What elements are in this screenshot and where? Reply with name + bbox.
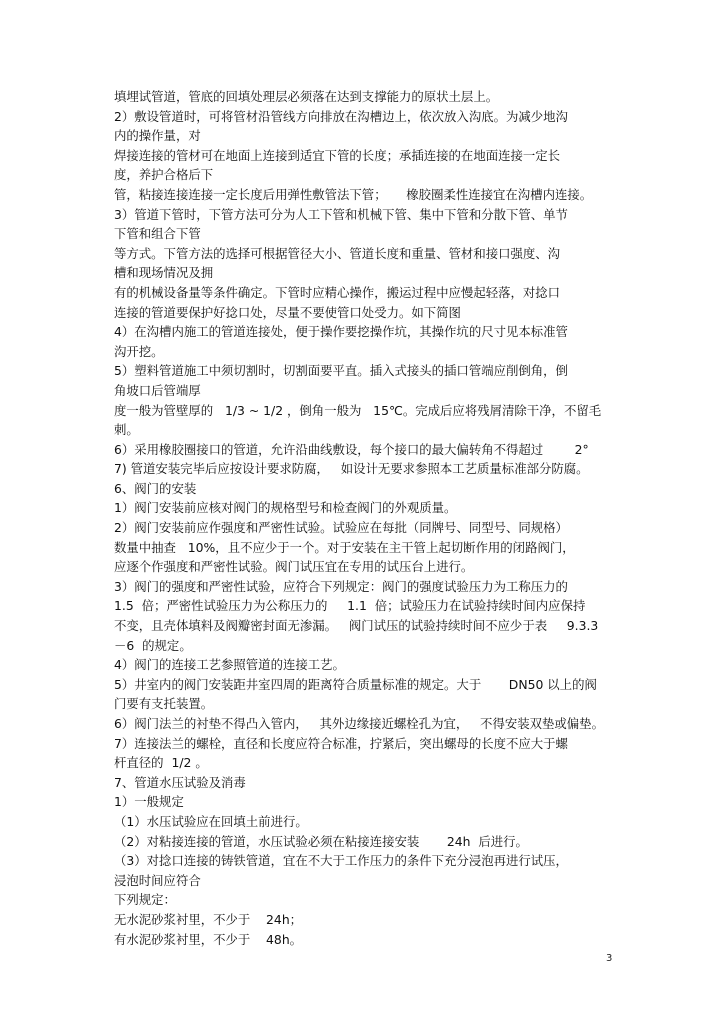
text-line: 焊接连接的管材可在地面上连接到适宜下管的长度；承插连接的在地面连接一定长: [114, 147, 561, 163]
text-line: 7）连接法兰的螺栓，直径和长度应符合标准，拧紧后，突出螺母的长度不应大于螺: [114, 735, 568, 751]
text-line: 3）阀门的强度和严密性试验，应符合下列规定：阀门的强度试验压力为工称压力的: [114, 578, 568, 594]
text-line: 刺。: [114, 422, 139, 438]
text-line: 有的机械设备量等条件确定。下管时应精心操作，搬运过程中应慢起轻落，对捻口: [114, 284, 561, 300]
text-line: 填埋试管道，管底的回填处理层必须落在达到支撑能力的原状土层上。: [114, 89, 499, 104]
text-line: 连接的管道要保护好捻口处，尽量不要使管口处受力。如下简图: [114, 304, 461, 320]
text-line: （1）水压试验应在回填土前进行。: [114, 813, 308, 829]
text-line: 4）在沟槽内施工的管道连接处，便于操作要挖操作坑，其操作坑的尺寸见本标准管: [114, 324, 568, 340]
text-line: 应逐个作强度和严密性试验。阀门试压宜在专用的试压台上进行。: [114, 559, 474, 575]
text-line: 7、管道水压试验及消毒: [114, 774, 246, 790]
text-line: 6）阀门法兰的衬垫不得凸入管内， 其外边缘接近螺栓孔为宜， 不得安装双垫或偏垫。: [114, 716, 604, 731]
text-line: （3）对捻口连接的铸铁管道，宜在不大于工作压力的条件下充分浸泡再进行试压，: [114, 853, 568, 869]
text-line: 1）阀门安装前应核对阀门的规格型号和检查阀门的外观质量。: [114, 500, 457, 516]
text-line: 下列规定：: [114, 892, 176, 908]
text-line: 杆直径的 1/2 。: [114, 755, 208, 771]
text-line: 2）阀门安装前应作强度和严密性试验。试验应在每批（同牌号、同型号、同规格）: [114, 520, 568, 536]
text-line: 无水泥砂浆衬里，不少于 24h；: [114, 911, 303, 927]
text-line: 1）一般规定: [114, 794, 184, 810]
text-line: 等方式。下管方法的选择可根据管径大小、管道长度和重量、管材和接口强度、沟: [114, 245, 561, 261]
text-line: 5）井室内的阀门安装距井室四周的距离符合质量标准的规定。大于 DN50 以上的阀: [114, 676, 597, 692]
text-line: 有水泥砂浆衬里，不少于 48h。: [114, 931, 303, 947]
text-line: 7) 管道安装完毕后应按设计要求防腐， 如设计无要求参照本工艺质量标准部分防腐。: [114, 461, 589, 477]
text-line: 沟开挖。: [114, 343, 164, 359]
text-line: －6 的规定。: [114, 637, 192, 653]
text-line: 管，粘接连接连接一定长度后用弹性敷管法下管； 橡胶圈柔性连接宜在沟槽内连接。: [114, 186, 593, 202]
text-line: 门要有支托装置。: [114, 696, 214, 712]
text-line: （2）对粘接连接的管道，水压试验必须在粘接连接安装 24h 后进行。: [114, 833, 528, 849]
text-line: 5）塑料管道施工中须切割时，切割面要平直。插入式接头的插口管端应削倒角，倒: [114, 363, 568, 379]
text-line: 槽和现场情况及拥: [114, 265, 214, 281]
body-text: [114, 87, 649, 949]
text-line: 数量中抽查 10%，且不应少于一个。对于安装在主干管上起切断作用的闭路阀门，: [114, 539, 575, 555]
text-line: 2）敷设管道时，可将管材沿管线方向排放在沟槽边上，依次放入沟底。为减少地沟: [114, 108, 568, 124]
text-line: 角坡口后管端厚: [114, 382, 201, 398]
text-line: 浸泡时间应符合: [114, 872, 201, 888]
text-line: 6）采用橡胶圈接口的管道，允许沿曲线敷设，每个接口的最大偏转角不得超过 2°: [114, 441, 589, 457]
text-line: 内的操作量，对: [114, 128, 201, 144]
text-line: 4）阀门的连接工艺参照管道的连接工艺。: [114, 657, 345, 673]
text-line: 3）管道下管时，下管方法可分为人工下管和机械下管、集中下管和分散下管、单节: [114, 206, 568, 222]
text-line: 不变，且壳体填料及阀瓣密封面无渗漏。 阀门试压的试验持续时间不应少于表 9.3.3: [114, 618, 599, 634]
text-line: 1.5 倍；严密性试验压力为公称压力的 1.1 倍；试验压力在试验持续时间内应保持: [114, 598, 586, 614]
page-number: 3: [606, 953, 613, 964]
text-line: 6、阀门的安装: [114, 480, 197, 496]
text-line: 度，养护合格后下: [114, 167, 214, 183]
text-line: 下管和组合下管: [114, 226, 201, 242]
text-line: 度一般为管壁厚的 1/3 ~ 1/2 ，倒角一般为 15℃。完成后应将残屑清除干净，不留毛: [114, 402, 602, 418]
